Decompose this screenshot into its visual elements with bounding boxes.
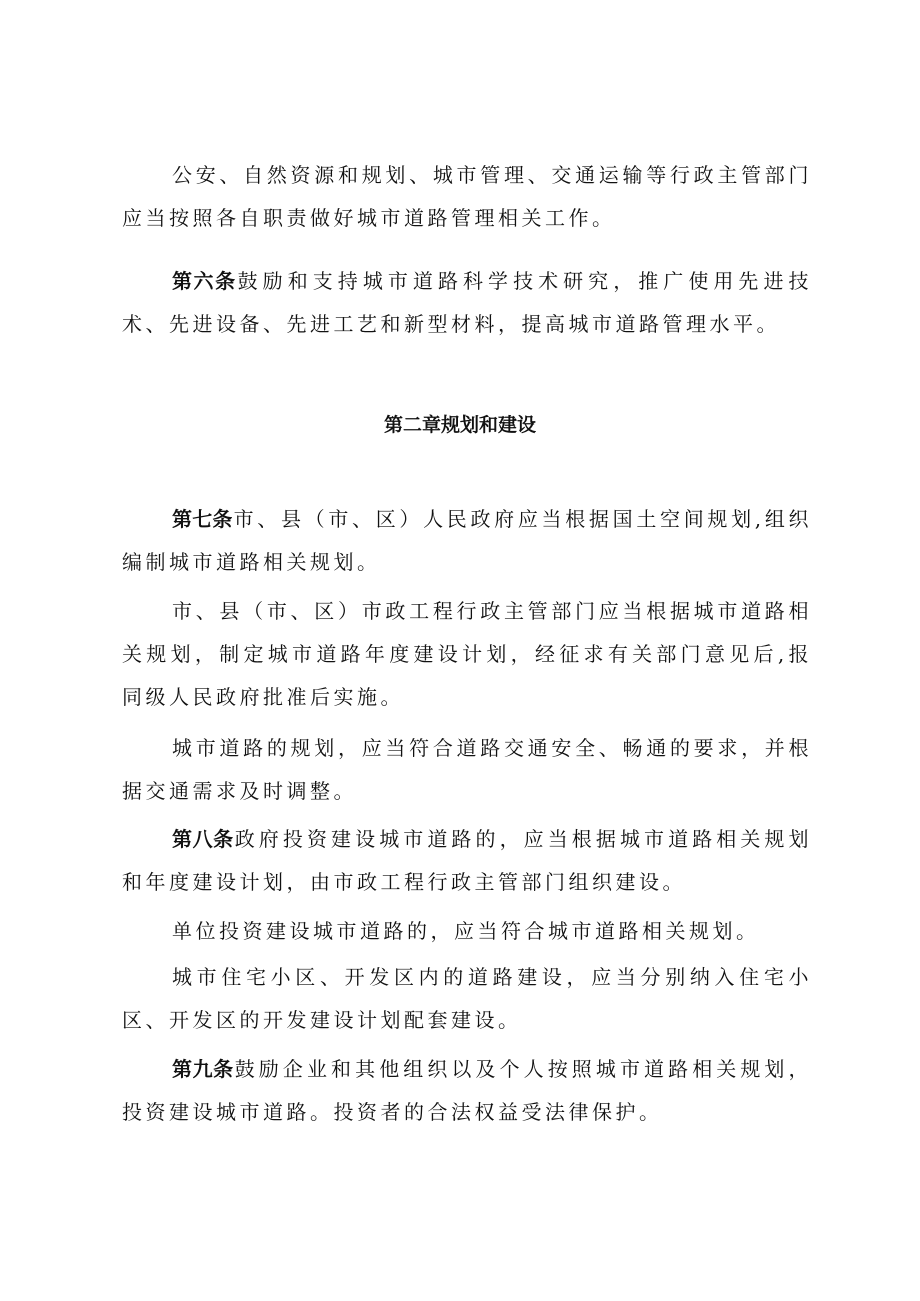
paragraph-residential-roads [122, 956, 812, 1042]
article-number: 第八条 [172, 827, 234, 851]
paragraph-text: 公安、自然资源和规划、城市管理、交通运输等行政主管部门应当按照各自职责做好城市道路管理相关工作。 [122, 163, 812, 230]
article-number: 第六条 [172, 269, 237, 293]
paragraph-annual-plan [122, 590, 812, 719]
article-7 [122, 498, 812, 584]
article-8 [122, 818, 812, 904]
paragraph-text: 鼓励企业和其他组织以及个人按照城市道路相关规划，投资建设城市道路。投资者的合法权益受法律保护。 [122, 1057, 813, 1124]
article-number: 第七条 [172, 507, 233, 531]
paragraph-text: 鼓励和支持城市道路科学技术研究，推广使用先进技术、先进设备、先进工艺和新型材料，提高城市道路管理水平。 [122, 269, 813, 336]
paragraph-text: 城市住宅小区、开发区内的道路建设，应当分别纳入住宅小区、开发区的开发建设计划配套建设。 [122, 965, 812, 1032]
paragraph-text: 单位投资建设城市道路的，应当符合城市道路相关规划。 [172, 919, 760, 943]
article-9 [122, 1048, 812, 1134]
paragraph-text: 城市道路的规划，应当符合道路交通安全、畅通的要求，并根据交通需求及时调整。 [122, 736, 812, 803]
paragraph-text: 市、县（市、区）人民政府应当根据国土空间规划,组织编制城市道路相关规划。 [122, 507, 813, 574]
paragraph-text: 市、县（市、区）市政工程行政主管部门应当根据城市道路相关规划，制定城市道路年度建设计划，经征求有关部门意见后,报同级人民政府批准后实施。 [122, 599, 812, 709]
chapter-title: 第二章规划和建设 [383, 414, 536, 436]
paragraph-unit-investment [122, 910, 812, 953]
paragraph-admin-departments [122, 154, 812, 240]
paragraph-text: 政府投资建设城市道路的，应当根据城市道路相关规划和年度建设计划，由市政工程行政主管部门组织建设。 [122, 827, 813, 894]
article-6 [122, 260, 812, 346]
paragraph-planning-requirements [122, 727, 812, 813]
article-number: 第九条 [172, 1057, 234, 1081]
